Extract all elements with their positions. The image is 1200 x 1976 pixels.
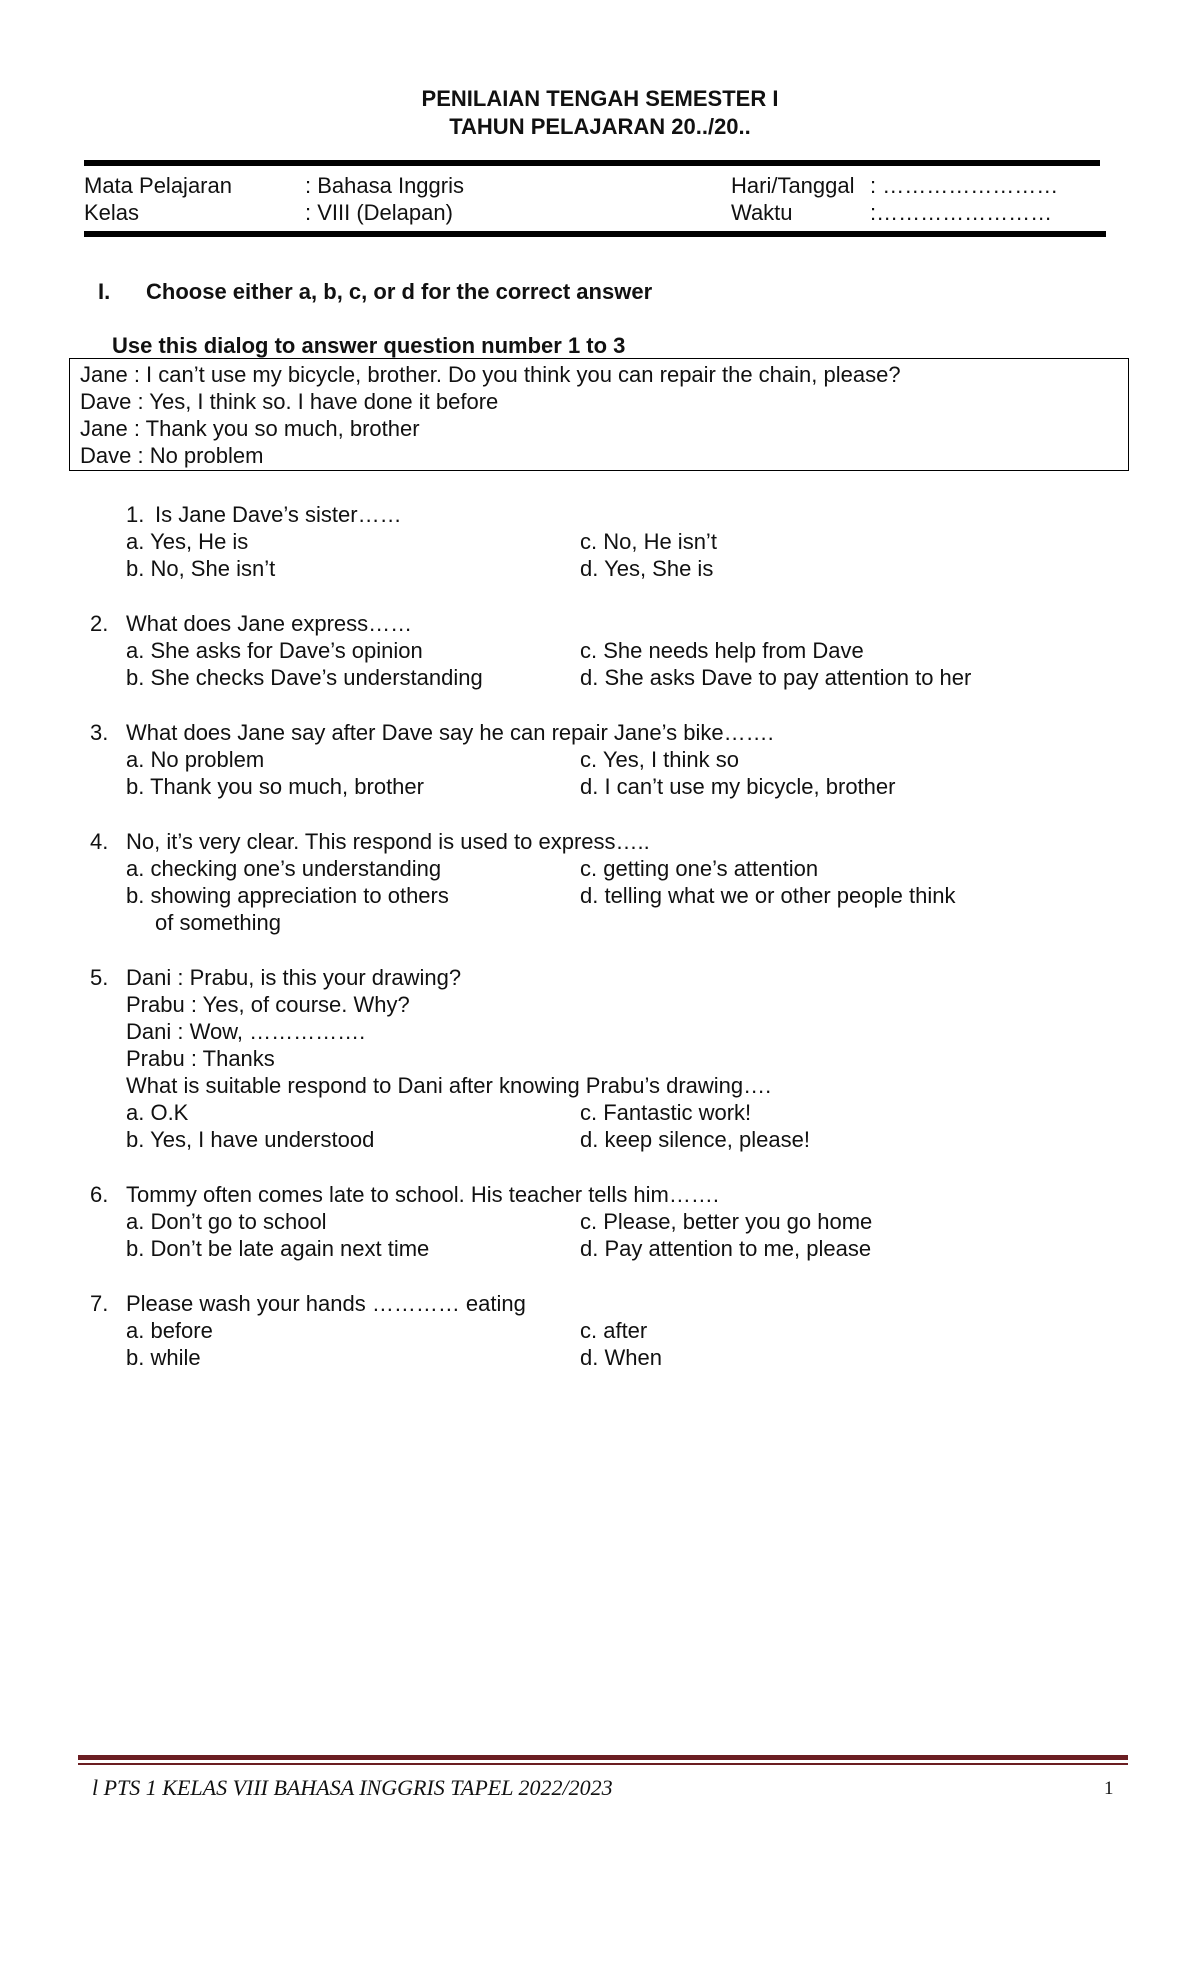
question-number: 5. bbox=[90, 965, 109, 990]
question-text: What does Jane express…… bbox=[126, 611, 413, 636]
question-dialog-line: Dani : Wow, ……………. bbox=[126, 1019, 366, 1044]
option-b: b. while bbox=[126, 1345, 201, 1370]
class-label: Kelas bbox=[84, 200, 140, 225]
option-b: b. showing appreciation to others bbox=[126, 883, 449, 908]
section-instruction: Choose either a, b, c, or d for the correct answer bbox=[146, 279, 653, 304]
option-c: c. No, He isn’t bbox=[580, 529, 717, 554]
option-d: d. Pay attention to me, please bbox=[580, 1236, 872, 1261]
question-text: Is Jane Dave’s sister…… bbox=[155, 502, 402, 527]
option-d: d. I can’t use my bicycle, brother bbox=[580, 774, 896, 799]
option-d: d. She asks Dave to pay attention to her bbox=[580, 665, 972, 690]
date-value: : …………………… bbox=[870, 173, 1059, 198]
question-number: 4. bbox=[90, 829, 109, 854]
option-d: d. When bbox=[580, 1345, 662, 1370]
option-d: d. Yes, She is bbox=[580, 556, 714, 581]
option-b: b. She checks Dave’s understanding bbox=[126, 665, 483, 690]
date-label: Hari/Tanggal bbox=[731, 173, 855, 198]
dialog-intro: Use this dialog to answer question number 1 to 3 bbox=[112, 333, 626, 358]
question-number: 7. bbox=[90, 1291, 109, 1316]
option-c: c. after bbox=[580, 1318, 648, 1343]
question-number: 2. bbox=[90, 611, 109, 636]
option-b-continued: of something bbox=[155, 910, 281, 935]
option-c: c. Yes, I think so bbox=[580, 747, 739, 772]
option-d: d. telling what we or other people think bbox=[580, 883, 956, 908]
option-c: c. Please, better you go home bbox=[580, 1209, 873, 1234]
question-dialog-line: Prabu : Thanks bbox=[126, 1046, 275, 1071]
question-number: 3. bbox=[90, 720, 109, 745]
header-top-rule bbox=[84, 160, 1100, 166]
page-subtitle: TAHUN PELAJARAN 20../20.. bbox=[449, 114, 751, 139]
subject-label: Mata Pelajaran bbox=[84, 173, 232, 198]
dialog-line: Jane : Thank you so much, brother bbox=[80, 416, 420, 441]
class-value: : VIII (Delapan) bbox=[305, 200, 453, 225]
option-b: b. No, She isn’t bbox=[126, 556, 276, 581]
option-a: a. No problem bbox=[126, 747, 265, 772]
option-d: d. keep silence, please! bbox=[580, 1127, 810, 1152]
question-text: No, it’s very clear. This respond is used to express….. bbox=[126, 829, 650, 854]
question-text: Tommy often comes late to school. His teacher tells him……. bbox=[126, 1182, 719, 1207]
footer-rule-thin bbox=[78, 1763, 1128, 1765]
option-c: c. Fantastic work! bbox=[580, 1100, 752, 1125]
option-c: c. She needs help from Dave bbox=[580, 638, 864, 663]
dialog-line: Dave : Yes, I think so. I have done it before bbox=[80, 389, 499, 414]
page-title: PENILAIAN TENGAH SEMESTER I bbox=[421, 86, 779, 111]
footer-text: l PTS 1 KELAS VIII BAHASA INGGRIS TAPEL 2022/2023 bbox=[92, 1775, 613, 1800]
option-a: a. Don’t go to school bbox=[126, 1209, 327, 1234]
subject-value: : Bahasa Inggris bbox=[305, 173, 464, 198]
question-number: 6. bbox=[90, 1182, 109, 1207]
question-text: What is suitable respond to Dani after knowing Prabu’s drawing…. bbox=[126, 1073, 772, 1098]
dialog-line: Dave : No problem bbox=[80, 443, 264, 468]
option-a: a. Yes, He is bbox=[126, 529, 249, 554]
option-b: b. Yes, I have understood bbox=[126, 1127, 375, 1152]
question-text: Please wash your hands ………… eating bbox=[126, 1291, 526, 1316]
dialog-line: Jane : I can’t use my bicycle, brother. Do you think you can repair the chain, please? bbox=[80, 362, 901, 387]
question-dialog-line: Dani : Prabu, is this your drawing? bbox=[126, 965, 462, 990]
footer-rule-thick bbox=[78, 1755, 1128, 1760]
option-a: a. checking one’s understanding bbox=[126, 856, 442, 881]
option-b: b. Thank you so much, brother bbox=[126, 774, 424, 799]
question-number: 1. bbox=[126, 502, 145, 527]
page-number: 1 bbox=[1104, 1778, 1114, 1799]
section-number: I. bbox=[98, 279, 111, 304]
question-dialog-line: Prabu : Yes, of course. Why? bbox=[126, 992, 410, 1017]
time-label: Waktu bbox=[731, 200, 793, 225]
option-a: a. before bbox=[126, 1318, 213, 1343]
header-bottom-rule bbox=[84, 231, 1106, 237]
option-a: a. She asks for Dave’s opinion bbox=[126, 638, 423, 663]
option-c: c. getting one’s attention bbox=[580, 856, 819, 881]
option-a: a. O.K bbox=[126, 1100, 189, 1125]
time-value: :…………………… bbox=[870, 200, 1053, 225]
question-text: What does Jane say after Dave say he can repair Jane’s bike……. bbox=[126, 720, 774, 745]
option-b: b. Don’t be late again next time bbox=[126, 1236, 430, 1261]
